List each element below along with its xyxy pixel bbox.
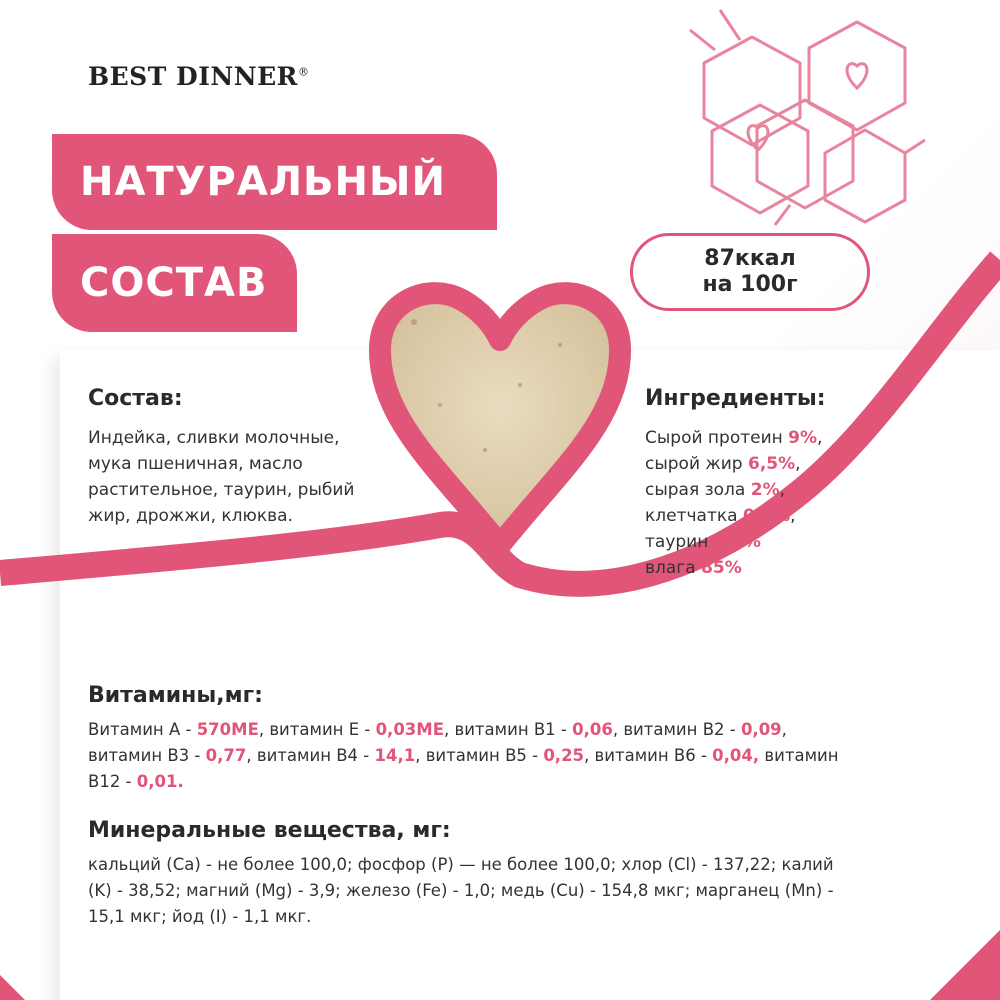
- brand-logo: BEST DINNER®: [88, 62, 310, 91]
- vitamins-text: Витамин A - 570МЕ, витамин E - 0,03МЕ, витамин B1 - 0,06, витамин B2 - 0,09, витамин B3 - 0,77, витамин B4 - 14,1, витамин B5 - 0,25, витамин B6 - 0,04, витамин B12 - 0,01.: [88, 720, 839, 791]
- minerals-text: кальций (Ca) - не более 100,0; фосфор (P) — не более 100,0; хлор (Cl) - 137,22; калий (K) - 38,52; магний (Mg) - 3,9; железо (Fe) - 1,0; медь (Cu) - 154,8 мкг; марганец (Mn) - 15,1 мкг; йод (I) - 1,1 мкг.: [88, 855, 834, 926]
- kcal-per: на 100г: [702, 272, 798, 297]
- ingredient-item: таурин 0,2%: [645, 532, 761, 552]
- ingredient-item: сырой жир 6,5%,: [645, 454, 801, 474]
- composition-heading: Состав:: [88, 386, 183, 411]
- composition-text: Индейка, сливки молочные, мука пшеничная, масло растительное, таурин, рыбий жир, дрожжи, клюква.: [88, 428, 355, 526]
- ingredient-item: сырая зола 2%,: [645, 480, 786, 500]
- title-line-1: НАТУРАЛЬНЫЙ: [52, 134, 497, 230]
- ingredients-heading: Ингредиенты:: [645, 386, 826, 411]
- vitamins-heading: Витамины,мг:: [88, 683, 263, 708]
- kcal-value: 87ккал: [704, 246, 796, 271]
- minerals-heading: Минеральные вещества, мг:: [88, 818, 451, 843]
- ingredient-item: Сырой протеин 9%,: [645, 428, 823, 448]
- kcal-badge: [630, 233, 870, 311]
- title-line-2: СОСТАВ: [52, 234, 297, 332]
- ingredients-list: [645, 425, 822, 581]
- ingredient-item: влага 85%: [645, 558, 742, 578]
- ingredient-item: клетчатка 0,5%,: [645, 506, 796, 526]
